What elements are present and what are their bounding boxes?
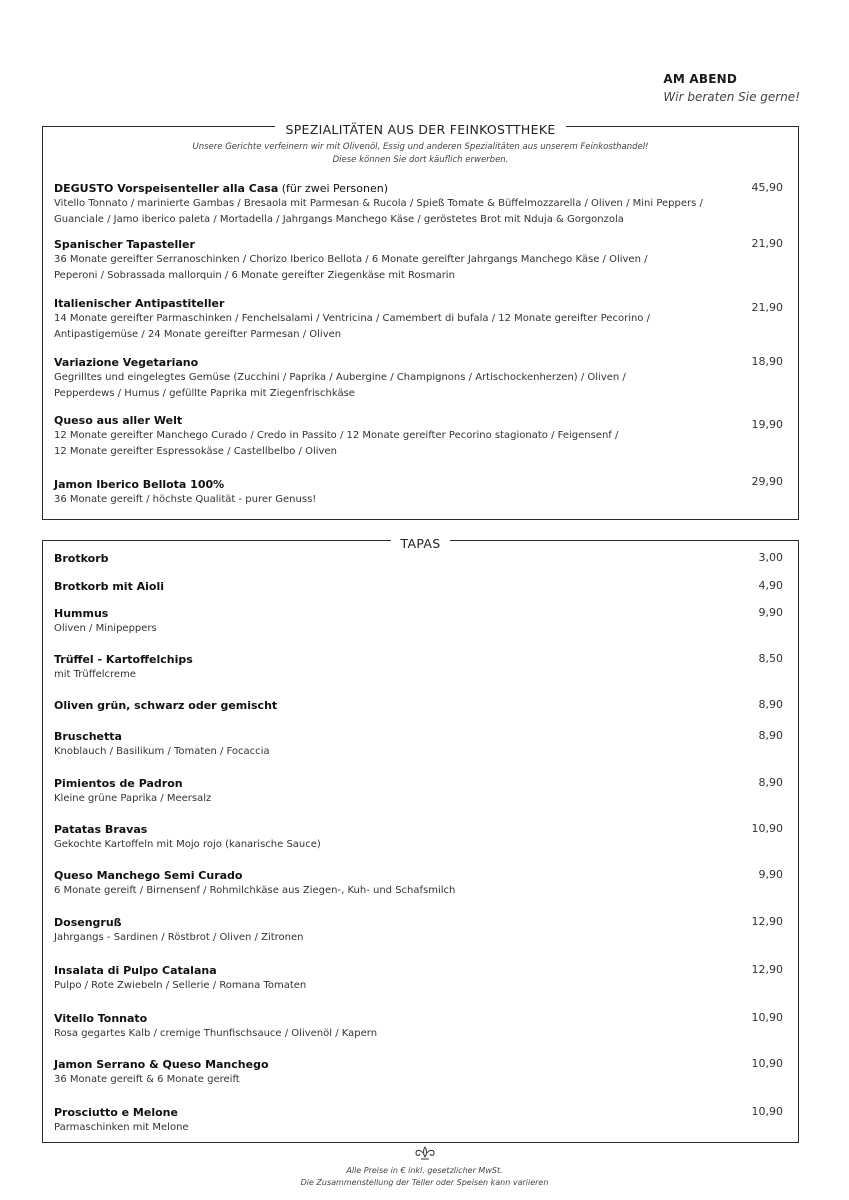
specialties-section <box>42 122 799 520</box>
item-description <box>54 252 734 283</box>
evening-title: AM ABEND <box>663 72 738 86</box>
menu-item <box>54 413 787 459</box>
item-name: Vitello Tonnato <box>54 1012 148 1025</box>
item-description: Oliven / Minipeppers <box>54 623 157 634</box>
item-description <box>54 370 734 401</box>
menu-item <box>54 181 787 227</box>
tapas-section <box>42 536 799 1143</box>
item-price: 8,50 <box>758 652 783 665</box>
item-price: 21,90 <box>751 301 783 314</box>
evening-header <box>663 72 800 104</box>
item-description: Kleine grüne Paprika / Meersalz <box>54 793 212 804</box>
specialties-intro <box>43 141 798 167</box>
item-price: 3,00 <box>758 551 783 564</box>
item-description <box>54 196 734 227</box>
item-desc-line: 14 Monate gereifter Parmaschinken / Fenchelsalami / Ventricina / Camembert di bufala / 12 Monate gereifter Pecorino / <box>54 313 650 324</box>
item-price: 45,90 <box>751 181 783 194</box>
intro-line-1: Unsere Gerichte verfeinern wir mit Olivenöl, Essig und anderen Spezialitäten aus unserem Feinkosthandel! <box>192 142 649 152</box>
menu-item <box>54 698 787 713</box>
item-name: Brotkorb <box>54 552 109 565</box>
footer-variation-note: Die Zusammenstellung der Teller oder Speisen kann variieren <box>300 1178 549 1187</box>
item-desc-line: Vitello Tonnato / marinierte Gambas / Bresaola mit Parmesan & Rucola / Spieß Tomate & Büffelmozzarella / Oliven / Mini Peppers / <box>54 198 703 209</box>
ornament-icon <box>0 1145 849 1165</box>
item-name: Brotkorb mit Aioli <box>54 580 165 593</box>
item-name: Patatas Bravas <box>54 823 148 836</box>
item-price: 12,90 <box>751 915 783 928</box>
item-name: Pimientos de Padron <box>54 777 183 790</box>
item-name: Jamon Iberico Bellota 100% <box>54 478 225 491</box>
item-price: 9,90 <box>758 868 783 881</box>
specialties-title-wrap <box>43 119 798 138</box>
item-name: Oliven grün, schwarz oder gemischt <box>54 699 278 712</box>
item-description: 6 Monate gereift / Birnensenf / Rohmilchkäse aus Ziegen-, Kuh- und Schafsmilch <box>54 885 456 896</box>
item-name: Jamon Serrano & Queso Manchego <box>54 1058 269 1071</box>
item-price: 8,90 <box>758 729 783 742</box>
item-price: 10,90 <box>751 1011 783 1024</box>
item-name: Spanischer Tapasteller <box>54 238 195 251</box>
item-name: Insalata di Pulpo Catalana <box>54 964 217 977</box>
menu-item <box>54 579 787 594</box>
item-name: Bruschetta <box>54 730 122 743</box>
tapas-title: TAPAS <box>391 536 451 551</box>
item-description <box>54 311 734 342</box>
item-price: 29,90 <box>751 475 783 488</box>
item-description: Rosa gegartes Kalb / cremige Thunfischsauce / Olivenöl / Kapern <box>54 1028 378 1039</box>
item-name: Trüffel - Kartoffelchips <box>54 653 193 666</box>
item-name: Queso Manchego Semi Curado <box>54 869 243 882</box>
menu-item <box>54 1011 787 1042</box>
menu-item <box>54 1105 787 1136</box>
menu-item <box>54 606 787 637</box>
item-price: 19,90 <box>751 418 783 431</box>
item-price: 10,90 <box>751 1105 783 1118</box>
item-price: 12,90 <box>751 963 783 976</box>
item-desc-line: 12 Monate gereifter Manchego Curado / Credo in Passito / 12 Monate gereifter Pecorino stagionato / Feigensenf / <box>54 430 619 441</box>
specialties-title: SPEZIALITÄTEN AUS DER FEINKOSTTHEKE <box>275 122 565 137</box>
menu-item <box>54 355 787 401</box>
item-desc-line: Antipastigemüse / 24 Monate gereifter Parmesan / Oliven <box>54 328 342 340</box>
menu-item <box>54 915 787 946</box>
item-description <box>54 428 734 459</box>
item-name: Prosciutto e Melone <box>54 1106 178 1119</box>
item-note: (für zwei Personen) <box>278 182 389 195</box>
menu-item <box>54 477 787 508</box>
menu-item <box>54 551 787 566</box>
menu-item <box>54 1057 787 1088</box>
item-desc-line: 36 Monate gereifter Serranoschinken / Chorizo Iberico Bellota / 6 Monate gereifter Jahrgangs Manchego Käse / Oliven / <box>54 254 648 265</box>
item-description: Gekochte Kartoffeln mit Mojo rojo (kanarische Sauce) <box>54 839 321 850</box>
item-name: Queso aus aller Welt <box>54 414 183 427</box>
item-description: Jahrgangs - Sardinen / Röstbrot / Oliven / Zitronen <box>54 932 304 943</box>
menu-item <box>54 729 787 760</box>
item-price: 21,90 <box>751 237 783 250</box>
item-price: 18,90 <box>751 355 783 368</box>
menu-item <box>54 868 787 899</box>
item-desc-line: Guanciale / Jamo iberico paleta / Mortadella / Jahrgangs Manchego Käse / geröstetes Brot mit Nduja & Gorgonzola <box>54 213 624 225</box>
intro-line-2: Diese können Sie dort käuflich erwerben. <box>332 155 509 165</box>
item-price: 9,90 <box>758 606 783 619</box>
menu-item <box>54 237 787 283</box>
item-desc-line: Pepperdews / Humus / gefüllte Paprika mit Ziegenfrischkäse <box>54 387 355 399</box>
item-name: Variazione Vegetariano <box>54 356 199 369</box>
menu-item <box>54 296 787 342</box>
item-name: Dosengruß <box>54 916 122 929</box>
tapas-title-wrap <box>43 533 798 552</box>
item-desc-line: Peperoni / Sobrassada mallorquin / 6 Monate gereifter Ziegenkäse mit Rosmarin <box>54 269 455 281</box>
item-description: mit Trüffelcreme <box>54 669 136 680</box>
item-desc-line: 12 Monate gereifter Espressokäse / Castellbelbo / Oliven <box>54 445 337 457</box>
item-description: Parmaschinken mit Melone <box>54 1122 189 1133</box>
advice-text: Wir beraten Sie gerne! <box>663 90 800 104</box>
item-description: 36 Monate gereift & 6 Monate gereift <box>54 1074 240 1085</box>
item-description: Knoblauch / Basilikum / Tomaten / Focaccia <box>54 746 270 757</box>
item-name-row <box>54 181 787 196</box>
item-price: 8,90 <box>758 776 783 789</box>
menu-item <box>54 963 787 994</box>
ornament-icon-svg <box>412 1145 438 1161</box>
item-description <box>54 492 734 508</box>
item-name: DEGUSTO Vorspeisenteller alla Casa <box>54 182 279 195</box>
item-desc-line: Gegrilltes und eingelegtes Gemüse (Zucchini / Paprika / Aubergine / Champignons / Artischockenherzen) / Oliven / <box>54 372 626 383</box>
footer-price-note: Alle Preise in € inkl. gesetzlicher MwSt. <box>346 1166 503 1175</box>
item-desc-line: 36 Monate gereift / höchste Qualität - purer Genuss! <box>54 494 317 505</box>
item-price: 10,90 <box>751 1057 783 1070</box>
footer <box>0 1145 849 1189</box>
menu-item <box>54 822 787 853</box>
menu-item <box>54 652 787 683</box>
item-name: Italienischer Antipastiteller <box>54 297 225 310</box>
menu-item <box>54 776 787 807</box>
item-description: Pulpo / Rote Zwiebeln / Sellerie / Romana Tomaten <box>54 980 307 991</box>
item-price: 4,90 <box>758 579 783 592</box>
item-price: 8,90 <box>758 698 783 711</box>
item-price: 10,90 <box>751 822 783 835</box>
item-name: Hummus <box>54 607 109 620</box>
